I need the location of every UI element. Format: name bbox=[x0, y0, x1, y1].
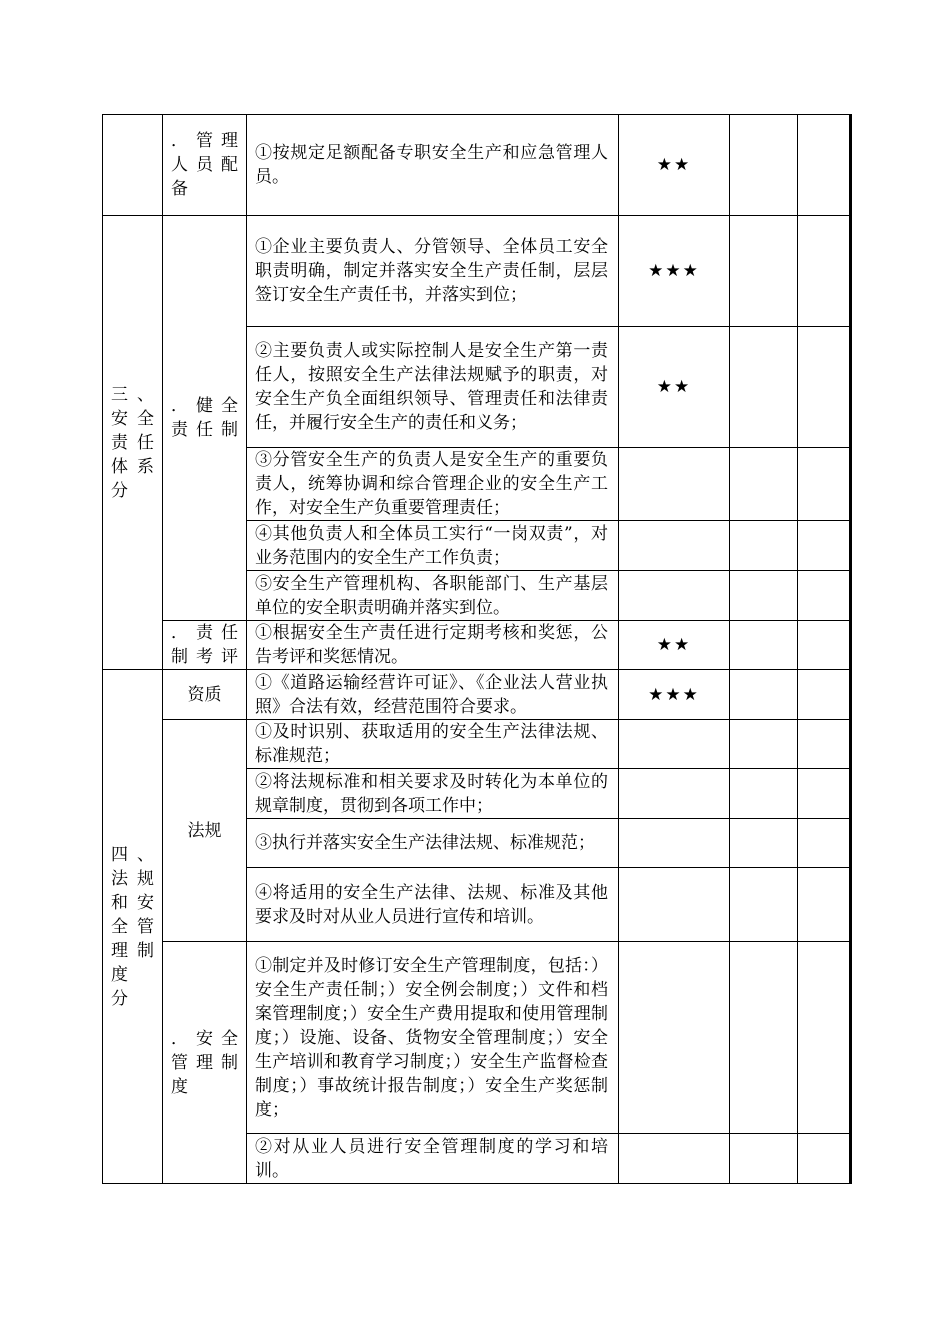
content-cell: ①企业主要负责人、分管领导、全体员工安全职责明确，制定并落实安全生产责任制，层层签订安全生产责任书，并落实到位； bbox=[247, 216, 619, 327]
item-cell-safety-system: ．安全 管理制 度 bbox=[163, 942, 247, 1184]
score-cell bbox=[730, 621, 798, 670]
rating-cell bbox=[619, 819, 730, 868]
remark-cell bbox=[798, 942, 851, 1134]
remark-cell bbox=[798, 868, 851, 942]
rating-cell bbox=[619, 521, 730, 571]
item-cell-assessment: ．责任 制考评 bbox=[163, 621, 247, 670]
remark-cell bbox=[798, 621, 851, 670]
assessment-table bbox=[102, 114, 852, 1184]
content-cell: ③执行并落实安全生产法律法规、标准规范； bbox=[247, 819, 619, 868]
section-title-4: 四、 法规 和安 全管 理制 度 分 bbox=[103, 670, 163, 1184]
rating-cell bbox=[619, 942, 730, 1134]
remark-cell bbox=[798, 216, 851, 327]
remark-cell bbox=[798, 448, 851, 521]
remark-cell bbox=[798, 1134, 851, 1184]
item-cell-staffing: ．管理 人员配 备 bbox=[163, 115, 247, 216]
rating-cell: ★★ bbox=[619, 115, 730, 216]
rating-cell bbox=[619, 1134, 730, 1184]
remark-cell bbox=[798, 670, 851, 720]
rating-cell bbox=[619, 571, 730, 621]
remark-cell bbox=[798, 769, 851, 819]
score-cell bbox=[730, 448, 798, 521]
rating-cell: ★★★ bbox=[619, 670, 730, 720]
rating-cell bbox=[619, 720, 730, 769]
table-row bbox=[103, 720, 851, 769]
table-row bbox=[103, 942, 851, 1134]
content-cell: ①《道路运输经营许可证》、《企业法人营业执照》合法有效，经营范围符合要求。 bbox=[247, 670, 619, 720]
score-cell bbox=[730, 216, 798, 327]
score-cell bbox=[730, 720, 798, 769]
content-cell: ④将适用的安全生产法律、法规、标准及其他要求及时对从业人员进行宣传和培训。 bbox=[247, 868, 619, 942]
item-cell-responsibility: ．健全 责任制 bbox=[163, 216, 247, 621]
content-cell: ①制定并及时修订安全生产管理制度，包括：）安全生产责任制；）安全例会制度；）文件和档案管理制度；）安全生产费用提取和使用管理制度；）设施、设备、货物安全管理制度；）安全生产培训和教育学习制度；）安全生产监督检查制度；）事故统计报告制度；）安全生产奖惩制度； bbox=[247, 942, 619, 1134]
remark-cell bbox=[798, 571, 851, 621]
score-cell bbox=[730, 942, 798, 1134]
score-cell bbox=[730, 571, 798, 621]
score-cell bbox=[730, 819, 798, 868]
content-cell: ②将法规标准和相关要求及时转化为本单位的规章制度，贯彻到各项工作中； bbox=[247, 769, 619, 819]
section-cell-empty bbox=[103, 115, 163, 216]
rating-cell: ★★ bbox=[619, 327, 730, 448]
remark-cell bbox=[798, 720, 851, 769]
item-cell-regulations: 法规 bbox=[163, 720, 247, 942]
rating-cell: ★★ bbox=[619, 621, 730, 670]
content-cell: ①按规定足额配备专职安全生产和应急管理人员。 bbox=[247, 115, 619, 216]
remark-cell bbox=[798, 819, 851, 868]
rating-cell bbox=[619, 769, 730, 819]
remark-cell bbox=[798, 327, 851, 448]
table-row bbox=[103, 670, 851, 720]
table-row bbox=[103, 115, 851, 216]
table-row bbox=[103, 621, 851, 670]
remark-cell bbox=[798, 521, 851, 571]
item-cell-qualification: 资质 bbox=[163, 670, 247, 720]
score-cell bbox=[730, 670, 798, 720]
score-cell bbox=[730, 868, 798, 942]
content-cell: ③分管安全生产的负责人是安全生产的重要负责人，统筹协调和综合管理企业的安全生产工作，对安全生产负重要管理责任； bbox=[247, 448, 619, 521]
rating-cell: ★★★ bbox=[619, 216, 730, 327]
score-cell bbox=[730, 115, 798, 216]
score-cell bbox=[730, 521, 798, 571]
section-title-3: 三、 安全 责任 体系 分 bbox=[103, 216, 163, 670]
remark-cell bbox=[798, 115, 851, 216]
content-cell: ①根据安全生产责任进行定期考核和奖惩，公告考评和奖惩情况。 bbox=[247, 621, 619, 670]
content-cell: ②对从业人员进行安全管理制度的学习和培训。 bbox=[247, 1134, 619, 1184]
score-cell bbox=[730, 1134, 798, 1184]
content-cell: ⑤安全生产管理机构、各职能部门、生产基层单位的安全职责明确并落实到位。 bbox=[247, 571, 619, 621]
score-cell bbox=[730, 769, 798, 819]
content-cell: ④其他负责人和全体员工实行“一岗双责”，对业务范围内的安全生产工作负责； bbox=[247, 521, 619, 571]
table-row bbox=[103, 216, 851, 327]
rating-cell bbox=[619, 448, 730, 521]
score-cell bbox=[730, 327, 798, 448]
content-cell: ①及时识别、获取适用的安全生产法律法规、标准规范； bbox=[247, 720, 619, 769]
content-cell: ②主要负责人或实际控制人是安全生产第一责任人，按照安全生产法律法规赋予的职责，对安全生产负全面组织领导、管理责任和法律责任，并履行安全生产的责任和义务； bbox=[247, 327, 619, 448]
rating-cell bbox=[619, 868, 730, 942]
